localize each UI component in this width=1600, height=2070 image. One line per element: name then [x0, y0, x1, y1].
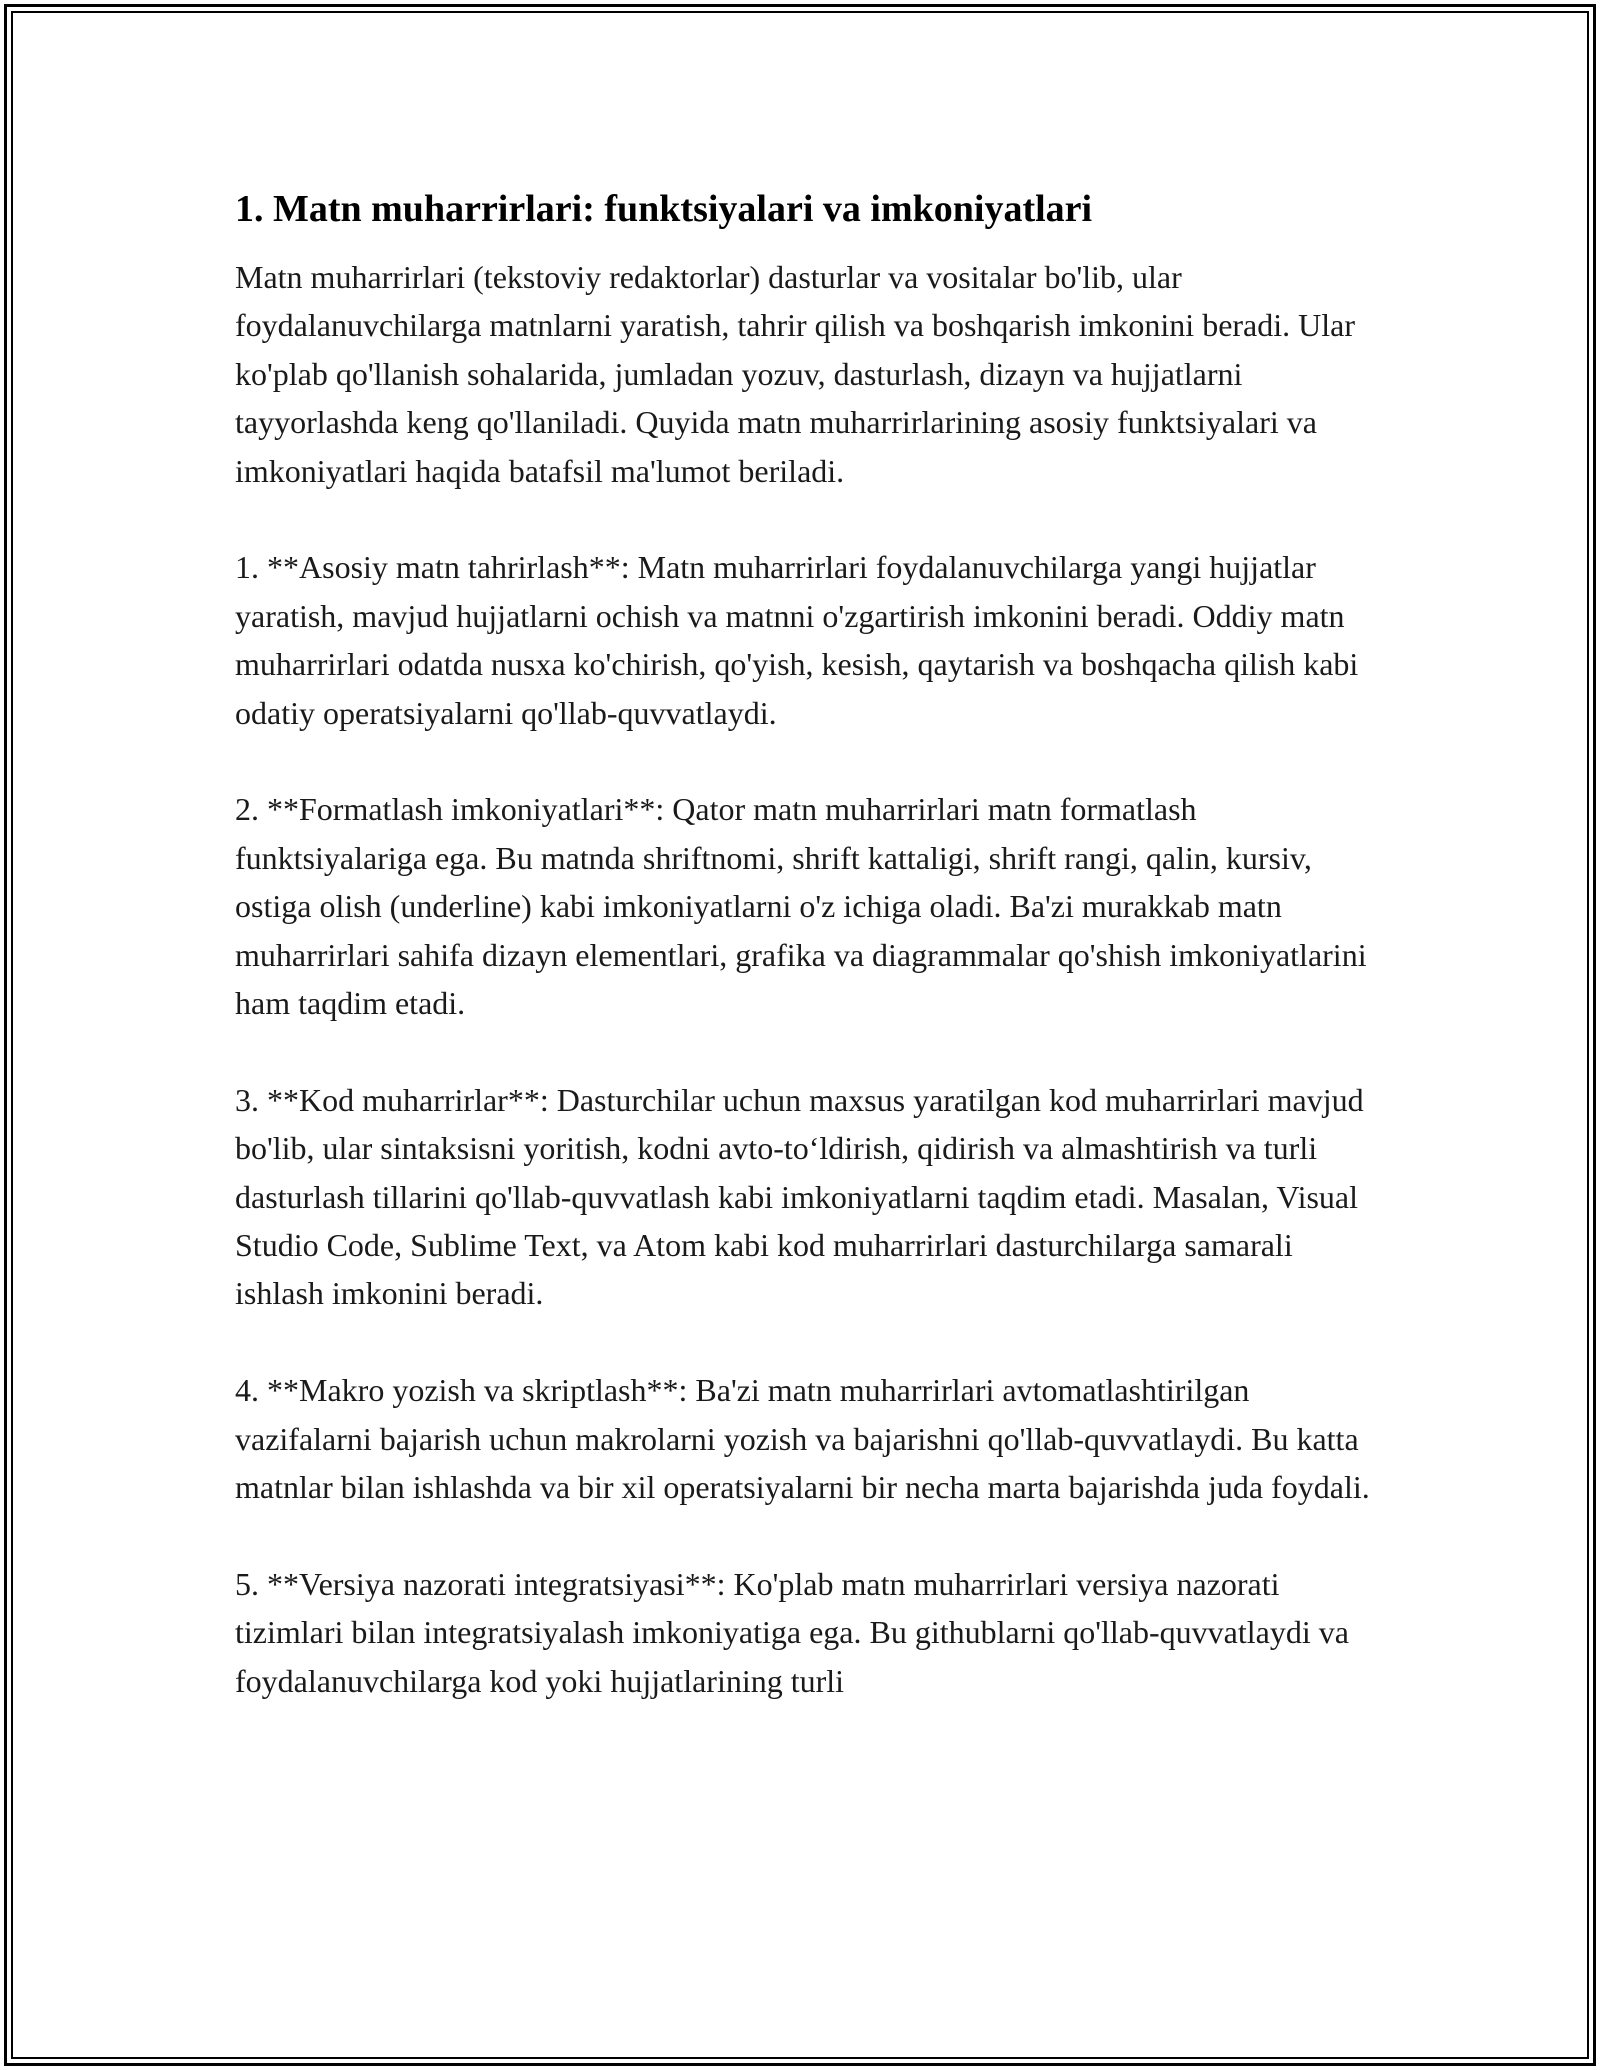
- paragraph-item-4: 4. **Makro yozish va skriptlash**: Ba'zi matn muharrirlari avtomatlashtirilgan vazifalarni bajarish uchun makrolarni yozish va bajarishni qo'llab-quvvatlaydi. Bu katta matnlar bilan ishlashda va bir xil operatsiyalarni bir necha marta bajarishda juda foydali.: [235, 1372, 1370, 1506]
- paragraph-intro: Matn muharrirlari (tekstoviy redaktorlar) dasturlar va vositalar bo'lib, ular foydalanuvchilarga matnlarni yaratish, tahrir qilish va boshqarish imkonini beradi. Ular ko'plab qo'llanish sohalarida, jumladan yozuv, dasturlash, dizayn va hujjatlarni tayyorlashda keng qo'llaniladi. Quyida matn muharrirlarining asosiy funktsiyalari va imkoniyatlari haqida batafsil ma'lumot beriladi.: [235, 259, 1355, 489]
- paragraph-item-3: 3. **Kod muharrirlar**: Dasturchilar uchun maxsus yaratilgan kod muharrirlari mavjud bo'lib, ular sintaksisni yoritish, kodni avto-to‘ldirish, qidirish va almashtirish va turli dasturlash tillarini qo'llab-quvvatlash kabi imkoniyatlarni taqdim etadi. Masalan, Visual Studio Code, Sublime Text, va Atom kabi kod muharrirlari dasturchilarga samarali ishlash imkonini beradi.: [235, 1081, 1364, 1312]
- document-body: [235, 185, 1375, 1754]
- section-heading: 1. Matn muharrirlari: funktsiyalari va imkoniyatlari: [235, 188, 1093, 230]
- paragraph-item-2: 2. **Formatlash imkoniyatlari**: Qator matn muharrirlari matn formatlash funktsiyalariga ega. Bu matnda shriftnomi, shrift kattaligi, shrift rangi, qalin, kursiv, ostiga olish (underline) kabi imkoniyatlarni o'z ichiga oladi. Ba'zi murakkab matn muharrirlari sahifa dizayn elementlari, grafika va diagrammalar qo'shish imkoniyatlarini ham taqdim etadi.: [235, 791, 1367, 1022]
- paragraph-item-5: 5. **Versiya nazorati integratsiyasi**: Ko'plab matn muharrirlari versiya nazorati tizimlari bilan integratsiyalash imkoniyatiga ega. Bu githublarni qo'llab-quvvatlaydi va foydalanuvchilarga kod yoki hujjatlarining turli: [235, 1565, 1349, 1699]
- paragraph-item-1: 1. **Asosiy matn tahrirlash**: Matn muharrirlari foydalanuvchilarga yangi hujjatlar yaratish, mavjud hujjatlarni ochish va matnni o'zgartirish imkonini beradi. Oddiy matn muharrirlari odatda nusxa ko'chirish, qo'yish, kesish, qaytarish va boshqacha qilish kabi odatiy operatsiyalarni qo'llab-quvvatlaydi.: [235, 549, 1359, 731]
